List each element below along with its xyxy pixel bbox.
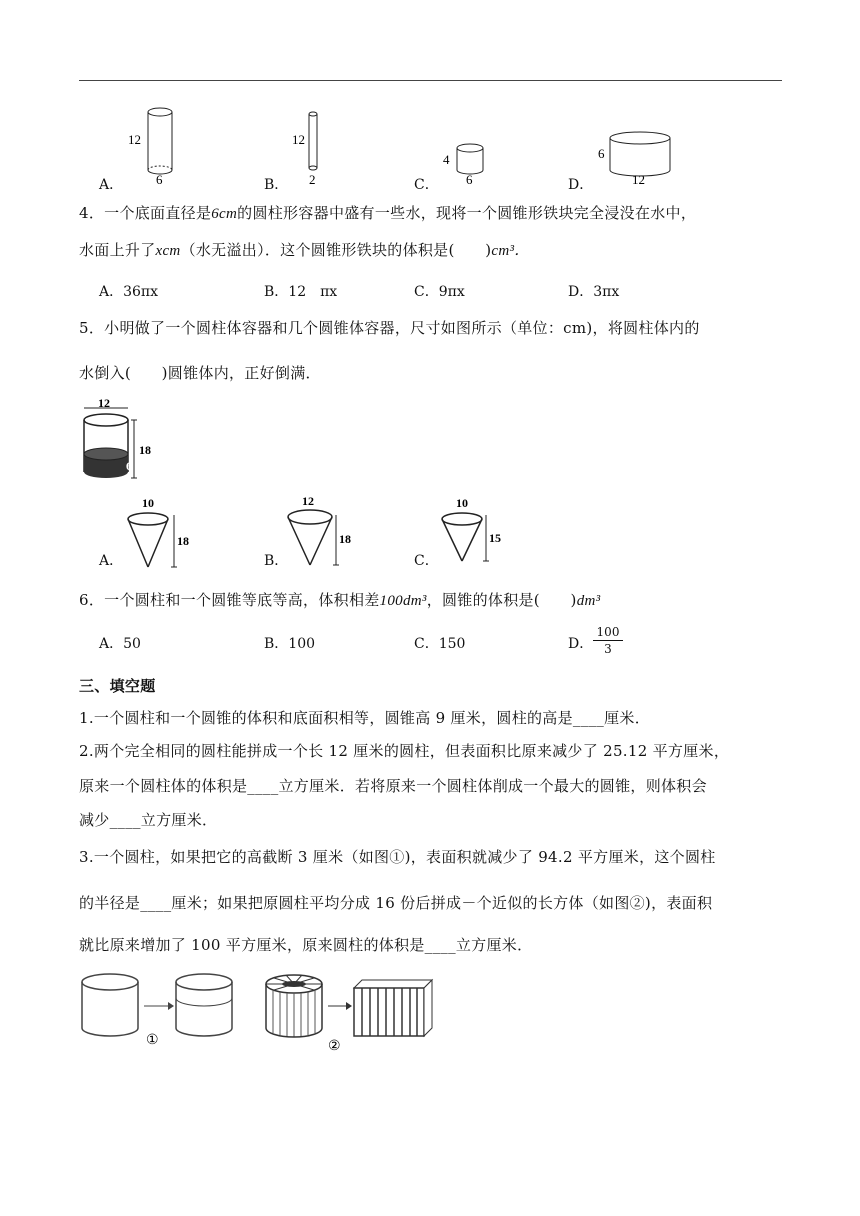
q5-option-a[interactable]: A． <box>99 553 124 569</box>
figure-cone-c <box>436 495 508 573</box>
option-c-label: C． <box>414 177 439 193</box>
q5-option-c[interactable]: C． <box>414 553 439 569</box>
svg-text:②: ② <box>328 1039 341 1052</box>
svg-text:10: 10 <box>456 496 468 510</box>
svg-text:①: ① <box>146 1033 159 1048</box>
svg-text:12: 12 <box>98 398 110 410</box>
figure-cut-cylinder <box>78 970 258 1048</box>
q6-fraction <box>593 624 623 657</box>
option-d-label: D． <box>568 177 594 193</box>
figure-cylinder-d <box>596 128 678 186</box>
q4-option-b[interactable]: B．12 πx <box>264 284 338 300</box>
q6-line: 6．一个圆柱和一个圆锥等底等高，体积相差100dm³，圆锥的体积是( )dm³ <box>79 591 601 609</box>
svg-text:15: 15 <box>489 531 501 545</box>
q6-option-a[interactable]: A．50 <box>99 636 141 652</box>
svg-text:6: 6 <box>466 172 473 186</box>
fill-q3-line3: 就比原来增加了 100 平方厘米，原来圆柱的体积是____立方厘米． <box>79 936 533 954</box>
figure-cylinder-c <box>440 140 492 186</box>
fill-q2-line1: 2.两个完全相同的圆柱能拼成一个长 12 厘米的圆柱，但表面积比原来减少了 25.12 平方厘米， <box>79 742 730 760</box>
svg-text:6: 6 <box>598 146 605 161</box>
q5-option-b[interactable]: B． <box>264 553 289 569</box>
q4-option-d[interactable]: D．3πx <box>568 284 620 300</box>
section-title: 三、填空题 <box>79 677 156 695</box>
fill-q1: 1.一个圆柱和一个圆锥的体积和底面积相等，圆锥高 9 厘米，圆柱的高是____厘米． <box>79 709 650 727</box>
svg-text:12: 12 <box>292 132 305 147</box>
q4-line1: 4．一个底面直径是6cm的圆柱形容器中盛有一些水，现将一个圆锥形铁块完全浸没在水中， <box>79 204 697 222</box>
svg-text:10: 10 <box>142 496 154 510</box>
fraction-denominator: 3 <box>604 642 612 656</box>
q6-option-b[interactable]: B．100 <box>264 636 316 652</box>
svg-text:18: 18 <box>177 534 189 548</box>
fill-q3-line2: 的半径是____厘米；如果把原圆柱平均分成 16 份后拼成－个近似的长方体（如图②)，表面积 <box>79 894 713 912</box>
figure-sliced-cylinder <box>262 970 442 1052</box>
option-a-label: A． <box>99 177 124 193</box>
figure-cylinder-a <box>126 106 182 186</box>
q4-option-c[interactable]: C．9πx <box>414 284 465 300</box>
svg-text:4: 4 <box>443 152 450 167</box>
svg-text:12: 12 <box>128 132 141 147</box>
q5-line2: 水倒入( )圆锥体内，正好倒满． <box>79 364 321 382</box>
figure-cylinder-b <box>290 108 330 186</box>
fraction-numerator: 100 <box>593 624 623 641</box>
svg-text:12: 12 <box>632 172 645 186</box>
header-rule <box>79 80 782 81</box>
q5-line1: 5．小明做了一个圆柱体容器和几个圆锥体容器，尺寸如图所示（单位：cm)，将圆柱体内的 <box>79 319 700 337</box>
svg-text:6: 6 <box>156 172 163 186</box>
svg-text:18: 18 <box>139 443 151 457</box>
q4-option-a[interactable]: A．36πx <box>99 284 159 300</box>
svg-text:2: 2 <box>309 172 316 186</box>
fill-q2-line2: 原来一个圆柱体的体积是____立方厘米．若将原来一个圆柱体削成一个最大的圆锥，则体积会 <box>79 777 707 795</box>
figure-cone-b <box>282 493 354 573</box>
svg-text:12: 12 <box>302 494 314 508</box>
svg-text:18: 18 <box>339 532 351 546</box>
fill-q2-line3: 减少____立方厘米． <box>79 811 218 829</box>
svg-text:6: 6 <box>126 459 132 473</box>
q6-option-d[interactable]: D． <box>568 636 594 652</box>
q6-option-c[interactable]: C．150 <box>414 636 466 652</box>
figure-q5-cylinder <box>76 398 160 484</box>
q4-line2: 水面上升了xcm（水无溢出）．这个圆锥形铁块的体积是( )cm³． <box>79 241 530 259</box>
figure-cone-a <box>122 495 194 573</box>
option-b-label: B． <box>264 177 289 193</box>
fill-q3-line1: 3.一个圆柱，如果把它的高截断 3 厘米（如图①)，表面积就减少了 94.2 平方厘米，这个圆柱 <box>79 848 716 866</box>
